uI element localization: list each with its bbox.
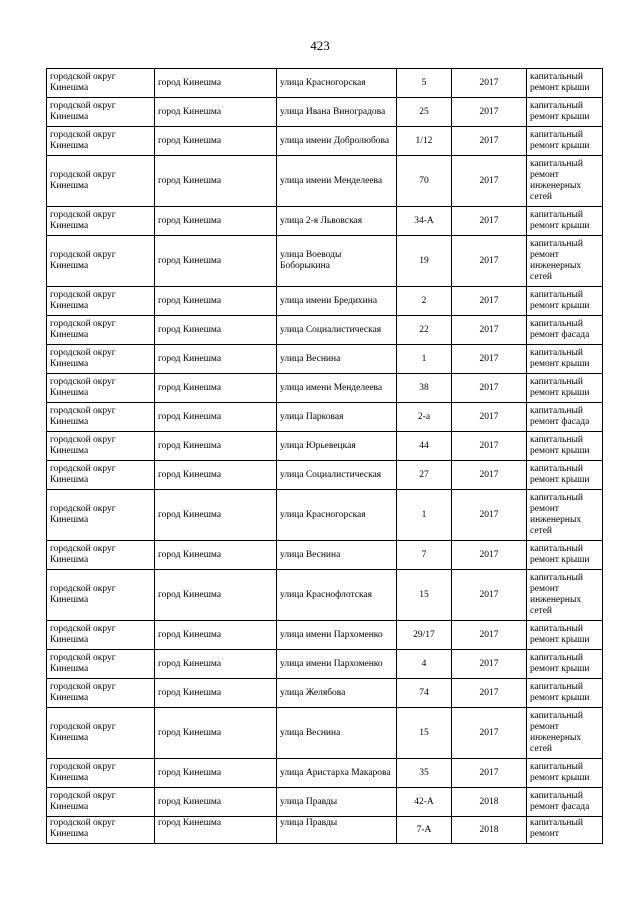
house-number-cell: 15 [397, 570, 452, 621]
street-cell: улица имени Бредихина [277, 287, 397, 316]
table-row [47, 236, 603, 287]
city-cell: город Кинешма [155, 541, 277, 570]
district-cell: городской округ Кинешма [47, 236, 155, 287]
street-cell: улица Воеводы Боборыкина [277, 236, 397, 287]
city-cell: город Кинешма [155, 69, 277, 98]
year-cell: 2017 [452, 69, 527, 98]
street-cell: улица Социалистическая [277, 461, 397, 490]
district-cell: городской округ Кинешма [47, 490, 155, 541]
table-row [47, 345, 603, 374]
work-type-cell: капитальный ремонт [527, 817, 603, 844]
table-row [47, 316, 603, 345]
district-cell: городской округ Кинешма [47, 570, 155, 621]
work-type-cell: капитальный ремонт крыши [527, 621, 603, 650]
year-cell: 2017 [452, 127, 527, 156]
table-row [47, 621, 603, 650]
work-type-cell: капитальный ремонт крыши [527, 127, 603, 156]
year-cell: 2017 [452, 98, 527, 127]
work-type-cell: капитальный ремонт крыши [527, 759, 603, 788]
street-cell: улица имени Пархоменко [277, 621, 397, 650]
work-type-cell: капитальный ремонт инженерных сетей [527, 570, 603, 621]
year-cell: 2017 [452, 156, 527, 207]
street-cell: улица Юрьевецкая [277, 432, 397, 461]
year-cell: 2017 [452, 345, 527, 374]
house-number-cell: 42-А [397, 788, 452, 817]
district-cell: городской округ Кинешма [47, 621, 155, 650]
table-row [47, 461, 603, 490]
district-cell: городской округ Кинешма [47, 788, 155, 817]
city-cell: город Кинешма [155, 490, 277, 541]
house-number-cell: 19 [397, 236, 452, 287]
street-cell: улица Веснина [277, 541, 397, 570]
street-cell: улица Правды [277, 788, 397, 817]
work-type-cell: капитальный ремонт крыши [527, 679, 603, 708]
district-cell: городской округ Кинешма [47, 708, 155, 759]
street-cell: улица 2-я Львовская [277, 207, 397, 236]
work-type-cell: капитальный ремонт крыши [527, 374, 603, 403]
table-row [47, 759, 603, 788]
street-cell: улица Желябова [277, 679, 397, 708]
table-row [47, 432, 603, 461]
house-number-cell: 1 [397, 490, 452, 541]
city-cell: город Кинешма [155, 650, 277, 679]
year-cell: 2017 [452, 207, 527, 236]
work-type-cell: капитальный ремонт инженерных сетей [527, 490, 603, 541]
house-number-cell: 25 [397, 98, 452, 127]
district-cell: городской округ Кинешма [47, 403, 155, 432]
city-cell: город Кинешма [155, 621, 277, 650]
street-cell: улица имени Пархоменко [277, 650, 397, 679]
district-cell: городской округ Кинешма [47, 374, 155, 403]
city-cell: город Кинешма [155, 98, 277, 127]
city-cell: город Кинешма [155, 127, 277, 156]
table-row [47, 374, 603, 403]
work-type-cell: капитальный ремонт фасада [527, 788, 603, 817]
street-cell: улица Веснина [277, 708, 397, 759]
street-cell: улица Парковая [277, 403, 397, 432]
year-cell: 2017 [452, 432, 527, 461]
year-cell: 2017 [452, 650, 527, 679]
work-type-cell: капитальный ремонт крыши [527, 207, 603, 236]
city-cell: город Кинешма [155, 345, 277, 374]
house-number-cell: 38 [397, 374, 452, 403]
table-row [47, 570, 603, 621]
district-cell: городской округ Кинешма [47, 287, 155, 316]
street-cell: улица имени Менделеева [277, 374, 397, 403]
house-number-cell: 7-А [397, 817, 452, 844]
table-row [47, 708, 603, 759]
year-cell: 2017 [452, 570, 527, 621]
work-type-cell: капитальный ремонт крыши [527, 541, 603, 570]
district-cell: городской округ Кинешма [47, 345, 155, 374]
district-cell: городской округ Кинешма [47, 316, 155, 345]
district-cell: городской округ Кинешма [47, 817, 155, 844]
city-cell: город Кинешма [155, 817, 277, 844]
street-cell: улица имени Добролюбова [277, 127, 397, 156]
house-number-cell: 2 [397, 287, 452, 316]
city-cell: город Кинешма [155, 403, 277, 432]
street-cell: улица Красногорская [277, 69, 397, 98]
district-cell: городской округ Кинешма [47, 541, 155, 570]
table-row [47, 541, 603, 570]
street-cell: улица имени Менделеева [277, 156, 397, 207]
house-number-cell: 7 [397, 541, 452, 570]
house-number-cell: 5 [397, 69, 452, 98]
year-cell: 2018 [452, 817, 527, 844]
house-number-cell: 34-А [397, 207, 452, 236]
table-row [47, 817, 603, 844]
district-cell: городской округ Кинешма [47, 759, 155, 788]
house-number-cell: 22 [397, 316, 452, 345]
table-row [47, 403, 603, 432]
street-cell: улица Ивана Виноградова [277, 98, 397, 127]
year-cell: 2017 [452, 679, 527, 708]
housing-repair-table [46, 68, 603, 844]
street-cell: улица Аристарха Макарова [277, 759, 397, 788]
table-row [47, 156, 603, 207]
table-body [47, 69, 603, 844]
work-type-cell: капитальный ремонт крыши [527, 432, 603, 461]
year-cell: 2017 [452, 236, 527, 287]
work-type-cell: капитальный ремонт фасада [527, 316, 603, 345]
year-cell: 2017 [452, 374, 527, 403]
year-cell: 2017 [452, 403, 527, 432]
city-cell: город Кинешма [155, 287, 277, 316]
city-cell: город Кинешма [155, 708, 277, 759]
table-row [47, 69, 603, 98]
street-cell: улица Правды [277, 817, 397, 844]
work-type-cell: капитальный ремонт фасада [527, 403, 603, 432]
work-type-cell: капитальный ремонт инженерных сетей [527, 156, 603, 207]
page-number: 423 [310, 38, 330, 53]
district-cell: городской округ Кинешма [47, 98, 155, 127]
table-row [47, 650, 603, 679]
house-number-cell: 2-а [397, 403, 452, 432]
year-cell: 2017 [452, 490, 527, 541]
district-cell: городской округ Кинешма [47, 69, 155, 98]
street-cell: улица Веснина [277, 345, 397, 374]
district-cell: городской округ Кинешма [47, 207, 155, 236]
city-cell: город Кинешма [155, 570, 277, 621]
work-type-cell: капитальный ремонт крыши [527, 345, 603, 374]
work-type-cell: капитальный ремонт крыши [527, 461, 603, 490]
district-cell: городской округ Кинешма [47, 679, 155, 708]
year-cell: 2017 [452, 287, 527, 316]
table-row [47, 207, 603, 236]
work-type-cell: капитальный ремонт крыши [527, 98, 603, 127]
city-cell: город Кинешма [155, 374, 277, 403]
table-row [47, 490, 603, 541]
table-row [47, 679, 603, 708]
street-cell: улица Краснофлотская [277, 570, 397, 621]
work-type-cell: капитальный ремонт крыши [527, 69, 603, 98]
house-number-cell: 29/17 [397, 621, 452, 650]
year-cell: 2017 [452, 759, 527, 788]
house-number-cell: 27 [397, 461, 452, 490]
city-cell: город Кинешма [155, 759, 277, 788]
work-type-cell: капитальный ремонт крыши [527, 287, 603, 316]
year-cell: 2017 [452, 708, 527, 759]
street-cell: улица Красногорская [277, 490, 397, 541]
year-cell: 2017 [452, 541, 527, 570]
city-cell: город Кинешма [155, 461, 277, 490]
table-row [47, 127, 603, 156]
work-type-cell: капитальный ремонт крыши [527, 650, 603, 679]
house-number-cell: 35 [397, 759, 452, 788]
district-cell: городской округ Кинешма [47, 156, 155, 207]
year-cell: 2018 [452, 788, 527, 817]
city-cell: город Кинешма [155, 316, 277, 345]
year-cell: 2017 [452, 461, 527, 490]
district-cell: городской округ Кинешма [47, 461, 155, 490]
table-row [47, 287, 603, 316]
work-type-cell: капитальный ремонт инженерных сетей [527, 236, 603, 287]
house-number-cell: 1 [397, 345, 452, 374]
city-cell: город Кинешма [155, 236, 277, 287]
street-cell: улица Социалистическая [277, 316, 397, 345]
year-cell: 2017 [452, 621, 527, 650]
house-number-cell: 15 [397, 708, 452, 759]
district-cell: городской округ Кинешма [47, 650, 155, 679]
district-cell: городской округ Кинешма [47, 432, 155, 461]
city-cell: город Кинешма [155, 679, 277, 708]
city-cell: город Кинешма [155, 156, 277, 207]
house-number-cell: 4 [397, 650, 452, 679]
table-row [47, 788, 603, 817]
city-cell: город Кинешма [155, 788, 277, 817]
district-cell: городской округ Кинешма [47, 127, 155, 156]
year-cell: 2017 [452, 316, 527, 345]
table-row [47, 98, 603, 127]
house-number-cell: 70 [397, 156, 452, 207]
house-number-cell: 44 [397, 432, 452, 461]
work-type-cell: капитальный ремонт инженерных сетей [527, 708, 603, 759]
city-cell: город Кинешма [155, 432, 277, 461]
house-number-cell: 1/12 [397, 127, 452, 156]
house-number-cell: 74 [397, 679, 452, 708]
city-cell: город Кинешма [155, 207, 277, 236]
